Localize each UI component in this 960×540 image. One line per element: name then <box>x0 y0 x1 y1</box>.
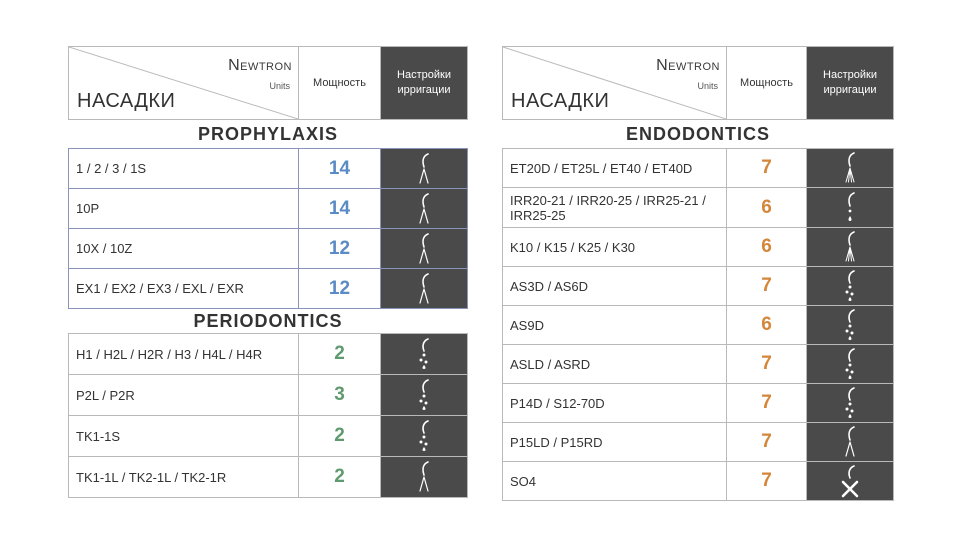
power-value: 7 <box>727 149 807 187</box>
spray-icon <box>835 425 865 459</box>
table-row <box>502 188 894 228</box>
table-row <box>502 149 894 188</box>
power-value: 2 <box>299 334 381 374</box>
tips-label: НАСАДКИ <box>511 90 610 112</box>
table-row <box>502 423 894 462</box>
power-value: 7 <box>727 462 807 500</box>
tip-name: 10X / 10Z <box>69 229 299 268</box>
drops-icon <box>409 378 439 412</box>
power-value: 14 <box>299 149 381 188</box>
irrigation-label-line1: Настройки <box>397 69 451 81</box>
brand-label: Newtron <box>228 57 292 74</box>
fine-spray-icon <box>835 230 865 264</box>
table-row <box>68 229 468 269</box>
table-row <box>68 416 468 457</box>
tip-name: TK1-1L / TK2-1L / TK2-1R <box>69 457 299 497</box>
table-row <box>502 462 894 501</box>
drops-icon <box>409 337 439 371</box>
power-value: 12 <box>299 269 381 308</box>
power-column-header: Мощность <box>727 47 807 119</box>
table-row <box>68 375 468 416</box>
irrigation-column-header <box>381 47 467 119</box>
power-value: 12 <box>299 229 381 268</box>
brand-label: Newtron <box>656 57 720 74</box>
tip-name: AS9D <box>503 306 727 344</box>
drops-icon <box>835 308 865 342</box>
spray-icon <box>409 192 439 226</box>
power-value: 7 <box>727 423 807 461</box>
tip-name: 10P <box>69 189 299 228</box>
power-value: 7 <box>727 267 807 305</box>
power-value: 2 <box>299 416 381 456</box>
table-row <box>68 189 468 229</box>
power-value: 7 <box>727 384 807 422</box>
tip-name: 1 / 2 / 3 / 1S <box>69 149 299 188</box>
table-row <box>68 149 468 189</box>
section-title-endodontics: ENDODONTICS <box>625 124 770 144</box>
spray-icon <box>409 460 439 494</box>
irrigation-column-header <box>807 47 893 119</box>
tip-name: EX1 / EX2 / EX3 / EXL / EXR <box>69 269 299 308</box>
drip-icon <box>835 191 865 225</box>
spray-icon <box>409 232 439 266</box>
left-table <box>68 46 468 498</box>
units-label: Units <box>697 81 718 91</box>
table-row <box>68 457 468 498</box>
periodontics-rows <box>68 333 468 498</box>
table-row <box>502 384 894 423</box>
section-title-periodontics: PERIODONTICS <box>193 311 343 331</box>
table-row <box>502 267 894 306</box>
right-table <box>502 46 894 501</box>
tip-name: AS3D / AS6D <box>503 267 727 305</box>
tip-name: P14D / S12-70D <box>503 384 727 422</box>
drops-icon <box>409 419 439 453</box>
units-label: Units <box>269 81 290 91</box>
tip-name: P2L / P2R <box>69 375 299 415</box>
tip-name: TK1-1S <box>69 416 299 456</box>
table-row <box>502 306 894 345</box>
tip-name: K10 / K15 / K25 / K30 <box>503 228 727 266</box>
drops-icon <box>835 269 865 303</box>
header-diagonal-cell <box>69 47 299 119</box>
table-row <box>502 345 894 384</box>
table-row <box>68 334 468 375</box>
table-row <box>68 269 468 309</box>
drops-icon <box>835 386 865 420</box>
power-value: 3 <box>299 375 381 415</box>
power-value: 2 <box>299 457 381 497</box>
prophylaxis-rows <box>68 148 468 309</box>
tip-name: H1 / H2L / H2R / H3 / H4L / H4R <box>69 334 299 374</box>
power-value: 7 <box>727 345 807 383</box>
fine-spray-icon <box>835 151 865 185</box>
tip-name: SO4 <box>503 462 727 500</box>
table-row <box>502 228 894 267</box>
drops-icon <box>835 347 865 381</box>
spray-icon <box>409 152 439 186</box>
power-value: 6 <box>727 228 807 266</box>
power-value: 14 <box>299 189 381 228</box>
tip-name: ASLD / ASRD <box>503 345 727 383</box>
power-value: 6 <box>727 188 807 227</box>
section-title-prophylaxis: PROPHYLAXIS <box>197 124 339 144</box>
irrigation-label-line1: Настройки <box>823 69 877 81</box>
tip-name: P15LD / P15RD <box>503 423 727 461</box>
irrigation-label-line2: ирригации <box>823 84 877 96</box>
irrigation-label-line2: ирригации <box>397 84 451 96</box>
table-header <box>502 46 894 120</box>
tips-label: НАСАДКИ <box>77 90 176 112</box>
endodontics-rows <box>502 148 894 501</box>
table-header <box>68 46 468 120</box>
tip-name: ET20D / ET25L / ET40 / ET40D <box>503 149 727 187</box>
power-value: 6 <box>727 306 807 344</box>
header-diagonal-cell <box>503 47 727 119</box>
spray-icon <box>409 272 439 306</box>
power-column-header: Мощность <box>299 47 381 119</box>
no-water-icon <box>835 464 865 498</box>
tip-name: IRR20-21 / IRR20-25 / IRR25-21 / IRR25-25 <box>503 188 727 227</box>
